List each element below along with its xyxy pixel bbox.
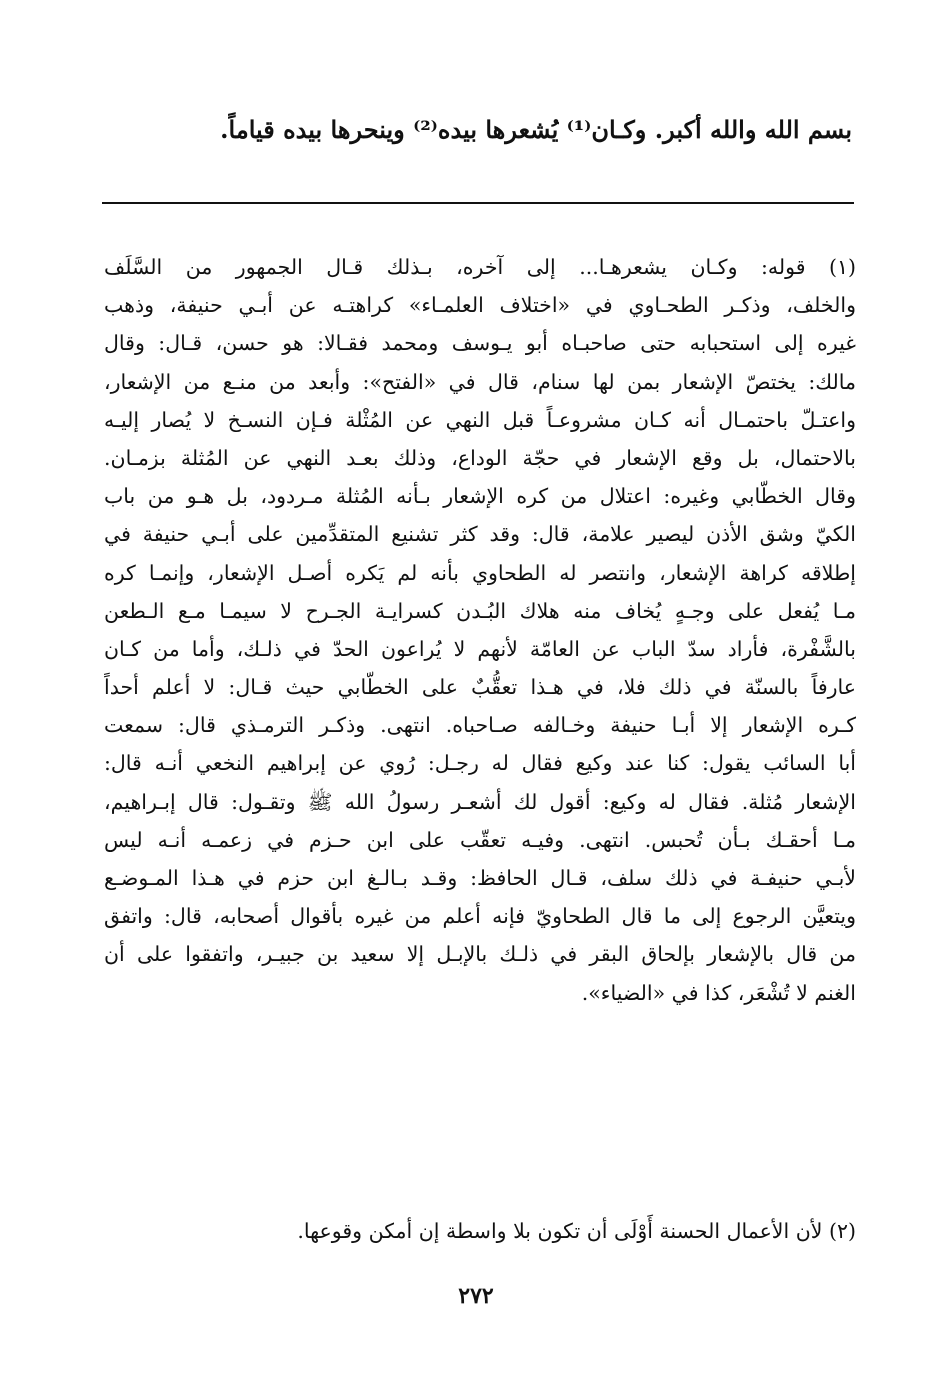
- footnote-1-line: أبا السائب يقول: كنا عند وكيع فقال له رجـل: رُوي عن إبراهيم النخعي أنـه قال:: [104, 751, 856, 776]
- footnote-1-line: الكيّ وشق الأذن ليصير علامة، قال: وقد كثر تشنيع المتقدِّمين على أبـي حنيفة في: [104, 522, 856, 547]
- footnote-1-line: مالك: يختصّ الإشعار بمن لها سنام، قال في «الفتح»: وأبعد من منـع من الإشعار،: [104, 369, 856, 394]
- footnote-1-line: كـره الإشعار إلا أبـا حنيفة وخـالفه صـاحباه. انتهى. وذكـر الترمـذي قال: سمعت: [104, 713, 856, 738]
- footnote-1-line: الغنم لا تُشْعَر، كذا في «الضياء».: [581, 980, 856, 1005]
- footnote-1-line: غيره إلى استحبابه حتى صاحبـاه أبو يـوسف ومحمد فقـالا: هو حسن، قـال: وقال: [104, 331, 856, 356]
- footnote-1-line: عارفاً بالسنّة في ذلك فلا، في هـذا تعقُّبٌ على الخطّابي حيث قـال: لا أعلم أحداً: [104, 675, 856, 700]
- footnote-1-line: ويتعيَّن الرجوع إلى ما قال الطحاويّ فإنه أعلم من غيره بأقوال أصحابه، قال: واتفق: [104, 904, 856, 929]
- footnote-1: [104, 248, 856, 1012]
- footnote-1-line: (١) قوله: وكـان يشعرهـا... إلى آخره، بـذلك قـال الجمهور من السَّلَف: [104, 255, 856, 279]
- main-text: بسم الله والله أكبر. وكـان⁽¹⁾ يُشعرها بيده⁽²⁾ وينحرها بيده قياماً.: [220, 115, 852, 144]
- footnote-1-line: بالشَّفْرة، فأراد سدّ الباب عن العامّة لأنهم لا يُراعون الحدّ في ذلـك، وأما من كـان: [104, 636, 856, 661]
- footnote-1-line: الإشعار مُثلة. فقال له وكيع: أقول لك أشعـر رسولُ الله ﷺ وتقـول: قال إبـراهيم،: [104, 789, 856, 814]
- footnote-1-line: إطلاقه كراهة الإشعار، وانتصر له الطحاوي بأنه لم يَكره أصـل الإشعار، وإنمـا كره: [104, 560, 856, 585]
- footnote-1-line: والخلف، وذكـر الطحـاوي في «اختلاف العلمـاء» كراهتـه عن أبـي حنيفة، وذهب: [104, 293, 856, 318]
- footnote-separator: [102, 202, 854, 204]
- footnote-1-line: من قال بالإشعار بإلحاق البقر في ذلـك بالإبـل إلا سعيد بن جبيـر، واتفقوا على أن: [104, 942, 856, 967]
- footnote-1-line: بالاحتمال، بل وقع الإشعار في حجّة الوداع، وذلك بعـد النهي عن المُثلة بزمـان.: [104, 445, 856, 470]
- footnote-1-line: وقال الخطّابي وغيره: اعتلال من كره الإشعار بـأنه المُثلة مـردود، بل هـو من باب: [104, 484, 856, 509]
- page-number: ٢٧٢: [458, 1283, 494, 1309]
- footnote-1-line: مـا يُفعل على وجـهٍ يُخاف منه هلاك البُـدن كسرايـة الجـرح لا سيمـا مـع الـطعن: [104, 598, 856, 623]
- footnote-1-line: واعتـلّ باحتمـال أنه كـان مشروعـاً قبل النهي عن المُثْلة فـإن النسـخ لا يُصار إليـه: [104, 407, 856, 432]
- footnote-1-line: مـا أحقـك بـأن تُحبس. انتهى. وفيـه تعقّب على ابن حـزم في زعمـه أنـه ليس: [104, 827, 856, 852]
- footnote-2: (٢) لأن الأعمال الحسنة أَوْلَى أن تكون بلا واسطة إن أمكن وقوعها.: [297, 1219, 856, 1243]
- footnote-1-line: لأبـي حنيفـة في ذلك سلف، قـال الحافظ: وقـد بـالـغ ابن حزم في هـذا المـوضـع: [104, 866, 856, 890]
